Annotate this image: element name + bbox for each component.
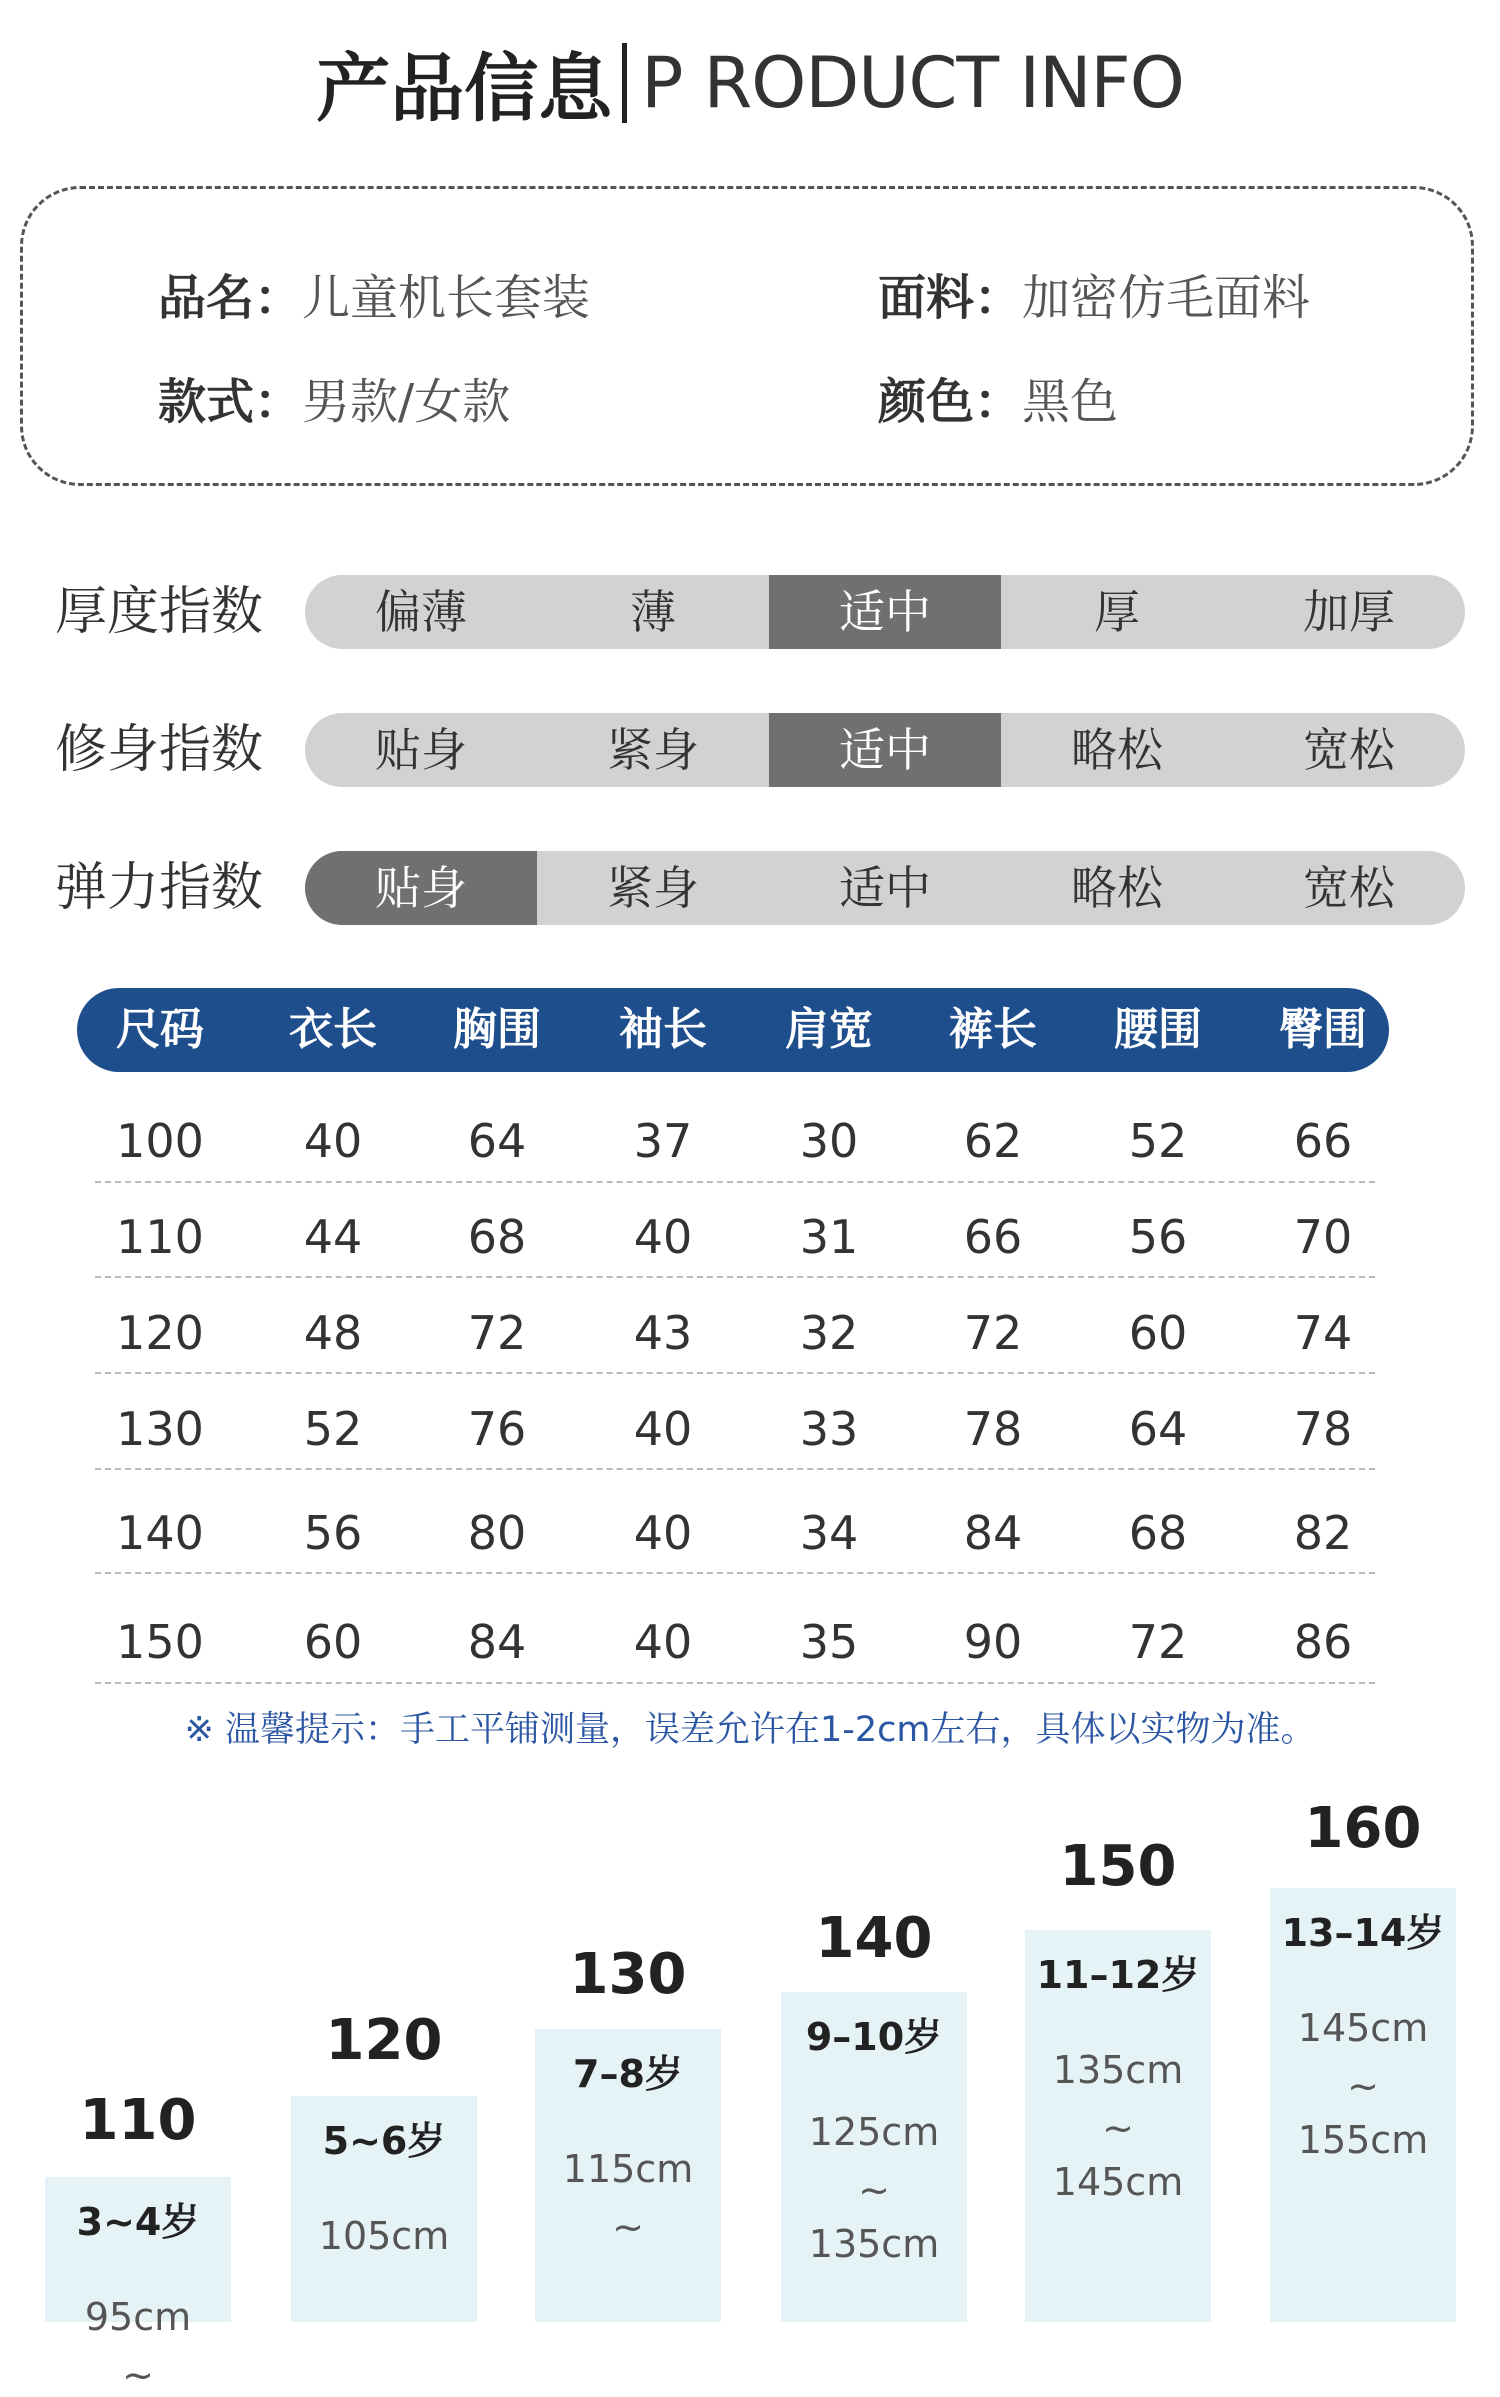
row-divider [95,1682,1375,1684]
index-label: 厚度指数 [55,582,264,642]
table-row [0,1597,1500,1687]
table-cell: 72 [963,1306,1023,1360]
index-label: 弹力指数 [55,858,264,918]
title-divider [622,43,627,123]
height-chart-age: 3~4岁 [76,2200,200,2244]
height-chart-size: 150 [1059,1834,1177,1899]
table-cell: 100 [116,1114,204,1168]
index-option: 厚 [1094,585,1140,639]
table-cell: 110 [116,1210,204,1264]
index-option: 加厚 [1303,585,1395,639]
index-option: 紧身 [607,861,699,915]
index-row [55,851,1475,925]
table-cell: 86 [1293,1615,1353,1669]
height-chart-age: 9–10岁 [805,2015,943,2059]
table-cell: 33 [799,1402,859,1456]
table-row [0,1288,1500,1378]
height-chart-range-sep: ~ [122,2353,154,2397]
index-option: 宽松 [1303,861,1395,915]
table-cell: 70 [1293,1210,1353,1264]
title-en: P RODUCT INFO [641,42,1184,124]
info-value: 加密仿毛面料 [1022,270,1311,326]
table-cell: 40 [633,1402,693,1456]
table-cell: 72 [1128,1615,1188,1669]
index-scale-bar [305,575,1465,649]
table-cell: 60 [1128,1306,1188,1360]
table-cell: 44 [303,1210,363,1264]
height-chart-range-sep: ~ [858,2168,890,2212]
table-cell: 72 [467,1306,527,1360]
index-row [55,713,1475,787]
table-header-cell: 衣长 [289,1004,377,1055]
info-fabric [878,259,1310,328]
row-divider [95,1372,1375,1374]
info-label: 面料： [878,270,1023,326]
height-chart-column [1270,1888,1456,2322]
row-divider [95,1181,1375,1183]
height-chart-column [1025,1930,1211,2322]
product-info-box [20,186,1474,486]
table-cell: 68 [467,1210,527,1264]
table-cell: 56 [303,1506,363,1560]
index-option: 薄 [630,585,676,639]
table-header-cell: 肩宽 [785,1004,873,1055]
table-cell: 84 [963,1506,1023,1560]
index-option-selected: 贴身 [305,851,537,925]
index-row [55,575,1475,649]
height-chart-column [535,2029,721,2322]
table-cell: 120 [116,1306,204,1360]
height-chart-age: 5~6岁 [322,2119,446,2163]
height-chart-range-sep: ~ [612,2205,644,2249]
title-cn: 产品信息 [316,46,613,132]
info-label: 颜色： [878,374,1023,430]
index-scale-bar [305,851,1465,925]
table-cell: 78 [1293,1402,1353,1456]
table-cell: 74 [1293,1306,1353,1360]
height-chart-range-from: 105cm [318,2214,450,2258]
table-cell: 48 [303,1306,363,1360]
info-value: 男款/女款 [302,374,511,430]
table-cell: 30 [799,1114,859,1168]
info-label: 款式： [158,374,303,430]
measurement-tip: ※ 温馨提示：手工平铺测量，误差允许在1-2cm左右，具体以实物为准。 [184,1710,1316,1750]
size-table-header [77,988,1389,1072]
table-cell: 64 [467,1114,527,1168]
table-header-cell: 裤长 [949,1004,1037,1055]
height-chart-column [291,2096,477,2322]
table-cell: 56 [1128,1210,1188,1264]
table-cell: 140 [116,1506,204,1560]
index-option-selected: 适中 [769,713,1001,787]
height-chart-range-to: 135cm [808,2222,940,2266]
table-cell: 62 [963,1114,1023,1168]
table-cell: 32 [799,1306,859,1360]
index-option: 紧身 [607,723,699,777]
index-option: 宽松 [1303,723,1395,777]
row-divider [95,1572,1375,1574]
height-chart-size: 140 [815,1906,933,1971]
table-row [0,1384,1500,1474]
table-cell: 52 [1128,1114,1188,1168]
index-scale-bar [305,713,1465,787]
height-chart-age: 7–8岁 [573,2052,683,2096]
height-chart-range-from: 95cm [84,2295,192,2339]
page-title [0,30,1500,136]
row-divider [95,1468,1375,1470]
table-cell: 66 [1293,1114,1353,1168]
table-header-cell: 腰围 [1114,1004,1202,1055]
info-style [158,363,510,432]
table-cell: 37 [633,1114,693,1168]
height-chart-range-from: 145cm [1297,2006,1429,2050]
table-cell: 78 [963,1402,1023,1456]
info-label: 品名： [158,270,303,326]
table-cell: 31 [799,1210,859,1264]
table-header-cell: 尺码 [116,1004,204,1055]
table-cell: 82 [1293,1506,1353,1560]
index-option: 略松 [1071,861,1163,915]
height-chart-column [781,1992,967,2322]
index-label: 修身指数 [55,720,264,780]
index-option: 适中 [839,861,931,915]
index-option: 略松 [1071,723,1163,777]
table-cell: 52 [303,1402,363,1456]
table-cell: 66 [963,1210,1023,1264]
height-chart-range-to: 155cm [1297,2118,1429,2162]
info-name [158,259,590,328]
index-option: 偏薄 [375,585,467,639]
height-chart-range-to: 145cm [1052,2160,1184,2204]
table-cell: 80 [467,1506,527,1560]
row-divider [95,1276,1375,1278]
height-chart-size: 110 [79,2088,197,2153]
height-chart-age: 11–12岁 [1036,1953,1200,1997]
table-cell: 40 [633,1506,693,1560]
index-option: 贴身 [375,723,467,777]
table-cell: 84 [467,1615,527,1669]
table-cell: 40 [633,1615,693,1669]
table-row [0,1192,1500,1282]
table-cell: 90 [963,1615,1023,1669]
table-cell: 35 [799,1615,859,1669]
table-cell: 60 [303,1615,363,1669]
table-cell: 34 [799,1506,859,1560]
height-chart-size: 130 [569,1942,687,2007]
height-chart-column [45,2177,231,2397]
height-chart-range-from: 135cm [1052,2048,1184,2092]
table-cell: 150 [116,1615,204,1669]
table-header-cell: 胸围 [453,1004,541,1055]
table-header-cell: 臀围 [1279,1004,1367,1055]
table-cell: 68 [1128,1506,1188,1560]
index-option-selected: 适中 [769,575,1001,649]
height-chart-range-sep: ~ [1347,2064,1379,2108]
table-header-cell: 袖长 [619,1004,707,1055]
info-color [878,363,1118,432]
table-cell: 43 [633,1306,693,1360]
height-chart-size: 160 [1304,1796,1422,1861]
info-value: 黑色 [1022,374,1119,430]
table-row [0,1096,1500,1186]
table-row [0,1488,1500,1578]
height-chart-range-from: 115cm [562,2147,694,2191]
table-cell: 40 [633,1210,693,1264]
table-cell: 64 [1128,1402,1188,1456]
table-cell: 130 [116,1402,204,1456]
height-chart-range-from: 125cm [808,2110,940,2154]
height-chart-size: 120 [325,2008,443,2073]
height-chart-range-sep: ~ [1102,2106,1134,2150]
table-cell: 40 [303,1114,363,1168]
table-cell: 76 [467,1402,527,1456]
height-chart-age: 13–14岁 [1281,1911,1445,1955]
info-value: 儿童机长套装 [302,270,591,326]
